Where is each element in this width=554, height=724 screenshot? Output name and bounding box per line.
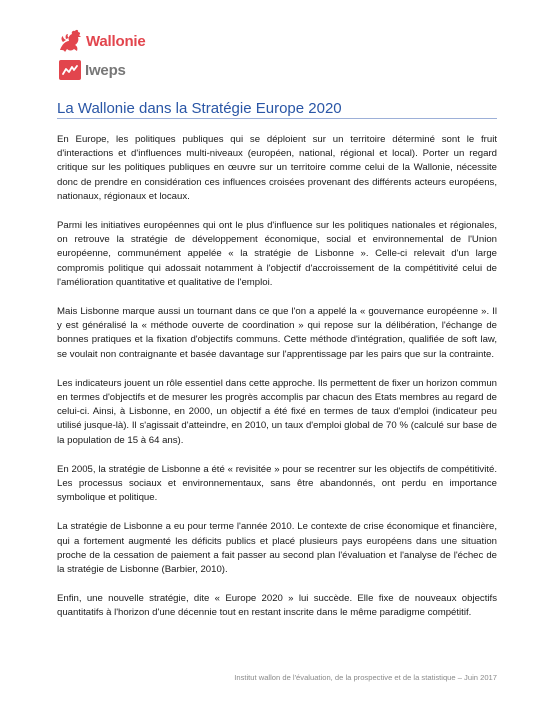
header-logos bbox=[57, 28, 146, 83]
paragraph: Parmi les initiatives européennes qui ont le plus d'influence sur les politiques nationales et régionales, on retrouve la stratégie de développement économique, social et environnemental de l'Union européenne, communément appelée « la stratégie de Lisbonne ». Celle-ci relevait d'un large compromis politique qui adossait notamment à l'objectif d'accroissement de la compétitivité celui de l'amélioration quantitative et qualitative de l'emploi. bbox=[57, 220, 497, 288]
title-divider bbox=[57, 118, 497, 119]
paragraph: Les indicateurs jouent un rôle essentiel dans cette approche. Ils permettent de fixer un horizon commun en termes d'objectifs et de mesurer les progrès accomplis par chacun des Etats membres au regard de celui-ci. Ainsi, à Lisbonne, en 2000, un objectif a été fixé en termes de taux d'emploi (indicateur peu utilisé jusque-là). Il s'agissait d'atteindre, en 2010, un taux d'emploi global de 70 % (calculé sur base de la population de 15 à 64 ans). bbox=[57, 377, 497, 446]
paragraph: En Europe, les politiques publiques qui se déploient sur un territoire déterminé sont le fruit d'interactions et d'influences multi-niveaux (européen, national, régional et local). Porter un regard critique sur les politiques publiques en œuvre sur un territoire comme celui de la Wallonie, nécessite donc de prendre en considération ces influences croisées provenant des différents acteurs européens, nationaux, régionaux et locaux. bbox=[57, 134, 497, 202]
body-text bbox=[57, 133, 497, 636]
paragraph: Mais Lisbonne marque aussi un tournant dans ce que l'on a appelé la « gouvernance européenne ». Il y est généralisé la « méthode ouverte de coordination » qui repose sur la délibération, l'échange de bonnes pratiques et la fixation d'objectifs communs. Cette méthode d'intégration, qualifiée de soft law, se voulait non contraignante et basée davantage sur l'apprentissage par les pairs que sur la contrainte. bbox=[57, 306, 497, 360]
iweps-logo-text: Iweps bbox=[85, 61, 126, 79]
iweps-mark-icon bbox=[59, 60, 81, 80]
wallonie-logo bbox=[57, 28, 146, 54]
rooster-icon bbox=[57, 28, 83, 54]
paragraph: La stratégie de Lisbonne a eu pour terme l'année 2010. Le contexte de crise économique et financière, qui a fortement augmenté les déficits publics et placé plusieurs pays européens dans une situation proche de la cessation de paiement a fait passer au second plan l'évaluation et l'analyse de l'échec de la stratégie de Lisbonne (Barbier, 2010). bbox=[57, 521, 497, 576]
paragraph: En 2005, la stratégie de Lisbonne a été « revisitée » pour se recentrer sur les objectifs de compétitivité. Les processus sociaux et environnementaux, sans être abandonnés, ont perdu en importance symbolique et politique. bbox=[57, 463, 497, 504]
page-title: La Wallonie dans la Stratégie Europe 2020 bbox=[57, 100, 342, 117]
page-footer: Institut wallon de l'évaluation, de la prospective et de la statistique – Juin 2017 bbox=[234, 673, 497, 682]
iweps-logo bbox=[57, 57, 146, 83]
wallonie-logo-text: Wallonie bbox=[86, 32, 146, 50]
paragraph: Enfin, une nouvelle stratégie, dite « Europe 2020 » lui succède. Elle fixe de nouveaux objectifs quantitatifs à l'horizon d'une décennie tout en restant inscrite dans le même paradigme compétitif. bbox=[57, 593, 497, 619]
